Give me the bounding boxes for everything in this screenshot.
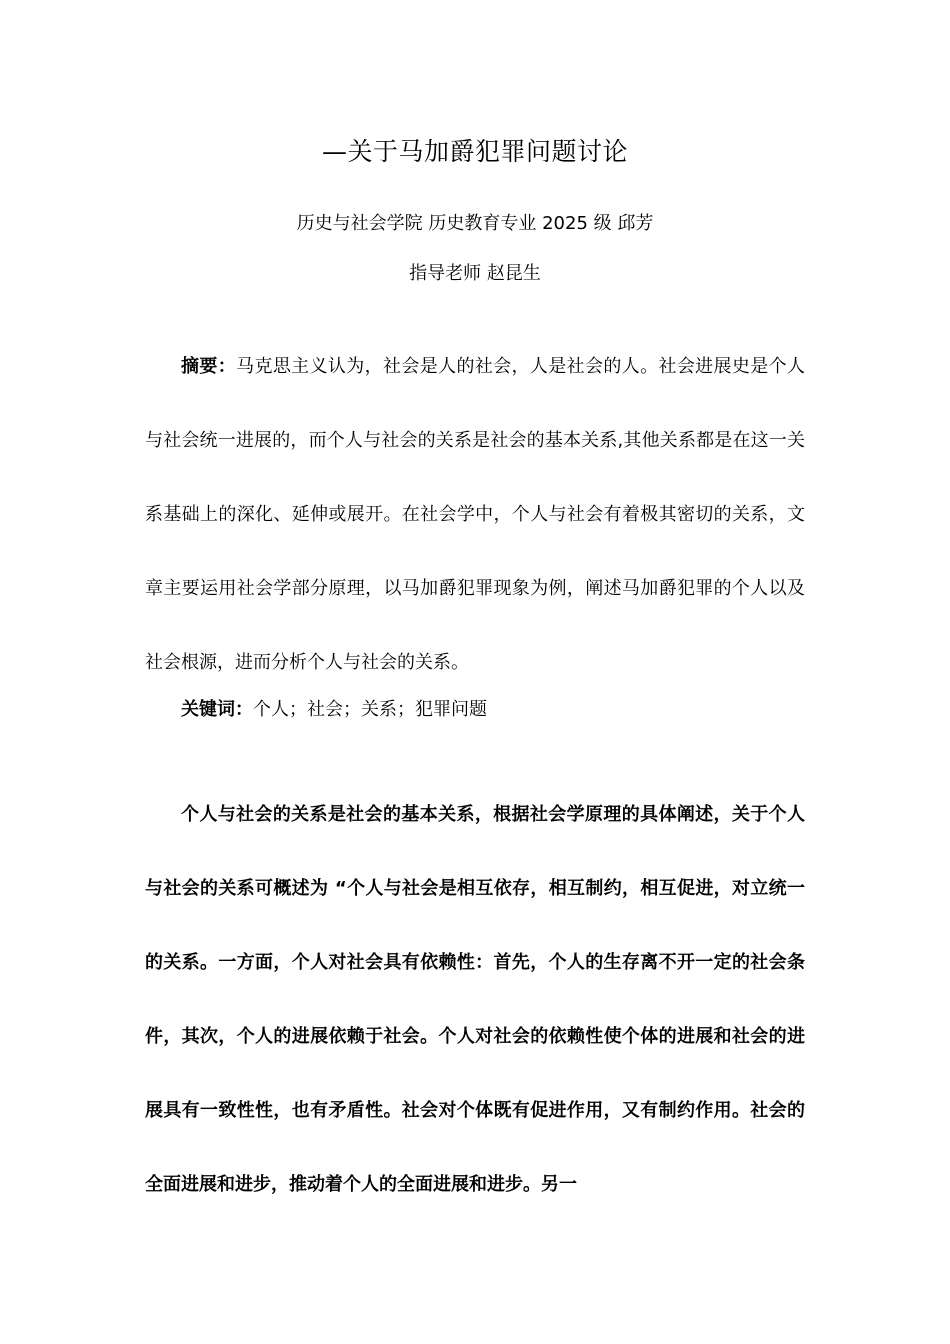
keywords-label: 关键词：: [181, 699, 253, 720]
abstract-paragraph: [145, 330, 805, 700]
body-paragraph: 个人与社会的关系是社会的基本关系，根据社会学原理的具体阐述，关于个人与社会的关系可概述为 “个人与社会是相互依存，相互制约，相互促进，对立统一的关系。一方面，个人对社会具有依赖性：首先，个人的生存离不开一定的社会条件，其次，个人的进展依赖于社会。个人对社会的依赖性使个体的进展和社会的进展具有一致性性，也有矛盾性。社会对个体既有促进作用，又有制约作用。社会的全面进展和进步，推动着个人的全面进展和进步。另一: [145, 804, 805, 1195]
keywords-paragraph: [145, 692, 805, 728]
advisor-line: 指导老师 赵昆生: [409, 263, 541, 284]
document-title: —关于马加爵犯罪问题讨论: [321, 137, 628, 166]
author-line: 历史与社会学院 历史教育专业 2025 级 邱芳: [296, 213, 654, 234]
abstract-label: 摘要：: [181, 356, 237, 377]
keywords-text: 个人；社会；关系；犯罪问题: [253, 699, 487, 720]
abstract-text: 马克思主义认为，社会是人的社会，人是社会的人。社会进展史是个人与社会统一进展的，而个人与社会的关系是社会的基本关系,其他关系都是在这一关系基础上的深化、延伸或展开。在社会学中，个人与社会有着极其密切的关系，文章主要运用社会学部分原理，以马加爵犯罪现象为例，阐述马加爵犯罪的个人以及社会根源，进而分析个人与社会的关系。: [145, 356, 805, 673]
